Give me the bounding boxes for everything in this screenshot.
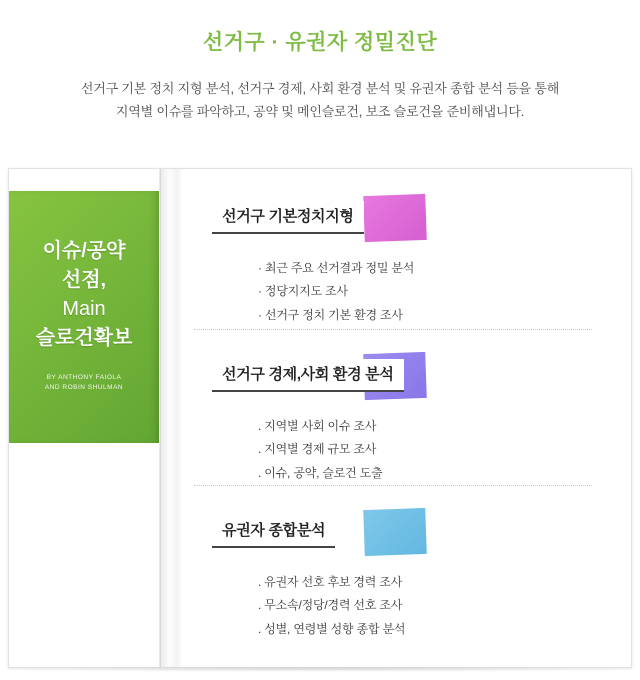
book-spine bbox=[159, 169, 183, 667]
section-voter-analysis bbox=[194, 507, 624, 641]
subtitle-line-1: 선거구 기본 정치 지형 분석, 선거구 경제, 사회 환경 분석 및 유권자 종합 분석 등을 통해 bbox=[80, 81, 560, 96]
section-economy-society bbox=[194, 351, 624, 485]
page-subtitle bbox=[0, 78, 640, 124]
section-3-header bbox=[194, 507, 624, 557]
subtitle-line-2: 지역별 이슈를 파악하고, 공약 및 메인슬로건, 보조 슬로건을 준비해냅니다. bbox=[115, 103, 525, 119]
sticky-note-blue-icon bbox=[363, 508, 427, 556]
cover-title-line-1: 이슈/공약 bbox=[42, 240, 126, 262]
book-right-page bbox=[194, 169, 624, 667]
section-divider-2 bbox=[194, 485, 592, 486]
list-item: · 정당지지도 조사 bbox=[258, 284, 348, 299]
section-divider-1 bbox=[194, 329, 592, 330]
list-item: · 최근 주요 선거결과 정밀 분석 bbox=[258, 261, 415, 275]
sticky-note-pink-icon bbox=[363, 194, 427, 242]
section-2-label: 선거구 경제,사회 환경 분석 bbox=[212, 359, 404, 392]
section-political-terrain bbox=[194, 193, 624, 327]
list-item: . 지역별 사회 이슈 조사 bbox=[258, 419, 377, 433]
book-spine-line bbox=[160, 169, 161, 667]
book-shadow bbox=[8, 666, 632, 672]
author-line-1: BY ANTHONY FAIOLA bbox=[46, 374, 122, 381]
book-cover-authors bbox=[9, 373, 159, 394]
list-item: · 선거구 정치 기본 환경 조사 bbox=[258, 307, 403, 322]
cover-title-line-3: Main bbox=[62, 298, 106, 320]
list-item: . 이슈, 공약, 슬로건 도출 bbox=[258, 465, 383, 480]
cover-title-line-4: 슬로건확보 bbox=[35, 327, 133, 349]
list-item: . 유권자 선호 후보 경력 조사 bbox=[258, 575, 403, 589]
section-1-header bbox=[194, 193, 624, 243]
list-item: . 지역별 경제 규모 조사 bbox=[258, 442, 377, 457]
author-line-2: AND ROBIN SHULMAN bbox=[44, 384, 124, 392]
cover-title-line-2: 선점, bbox=[61, 269, 107, 291]
book-cover-title bbox=[9, 237, 159, 353]
section-3-items bbox=[258, 571, 624, 641]
section-1-items bbox=[258, 257, 624, 327]
section-1-label: 선거구 기본정치지형 bbox=[212, 201, 364, 234]
book-cover bbox=[9, 191, 159, 443]
page-header bbox=[0, 0, 640, 124]
book-illustration bbox=[8, 168, 632, 668]
section-3-label: 유권자 종합분석 bbox=[212, 515, 335, 548]
list-item: . 성별, 연령별 성향 종합 분석 bbox=[258, 621, 406, 636]
list-item: . 무소속/정당/경력 선호 조사 bbox=[258, 598, 403, 613]
page-title: 선거구 · 유권자 정밀진단 bbox=[202, 31, 438, 54]
section-2-items bbox=[258, 415, 624, 485]
section-2-header bbox=[194, 351, 624, 401]
